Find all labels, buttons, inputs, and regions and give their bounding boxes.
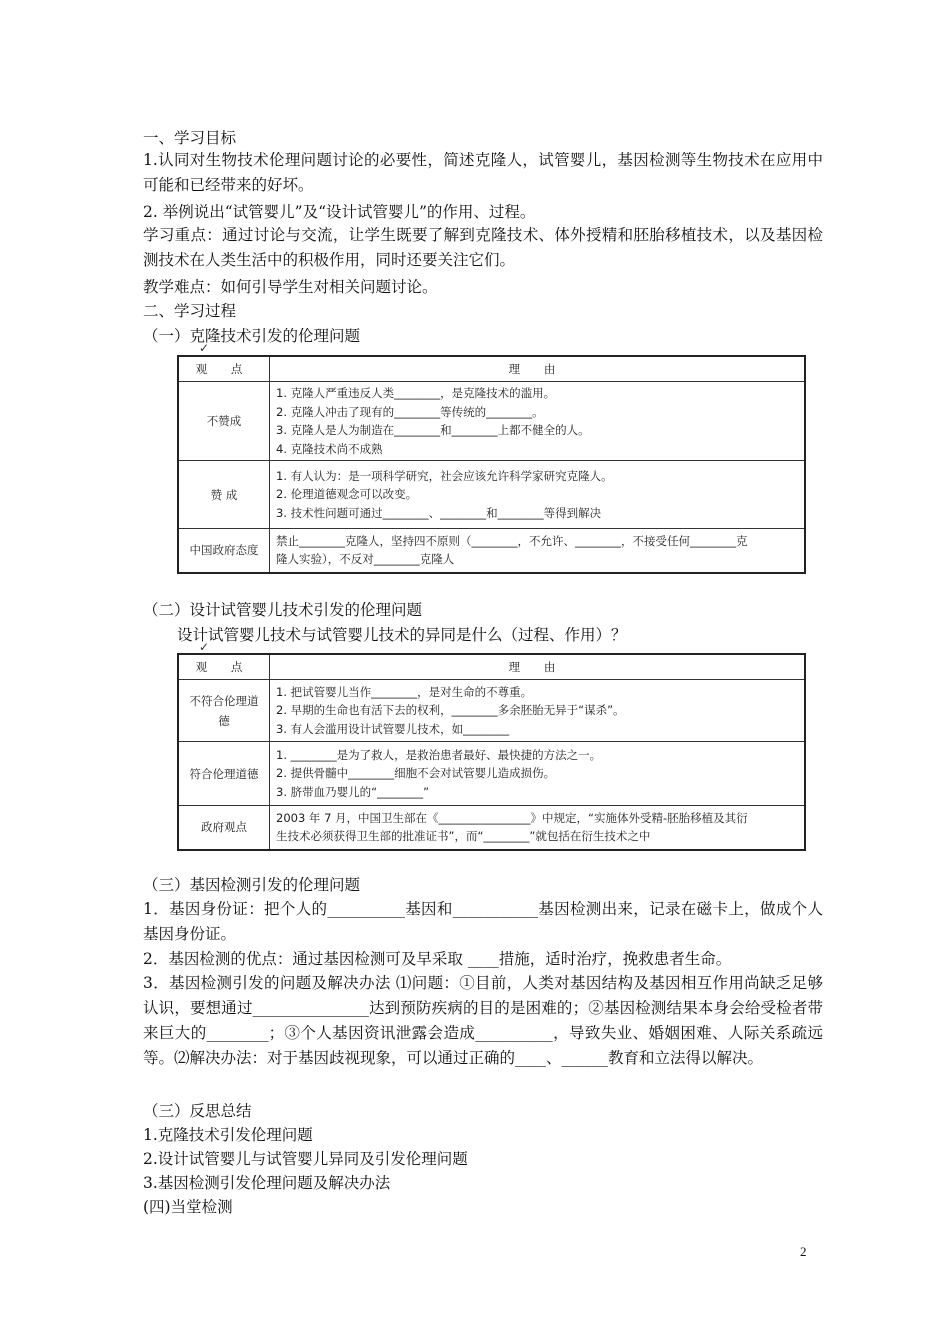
reason-line: 3. 有人会滥用设计试管婴儿技术，如________ [276, 721, 510, 736]
col-reason-header: 理 由 [270, 654, 806, 680]
reason-line: 1. ________是为了救人，是救治患者最好、最快捷的方法之一。 [276, 747, 602, 762]
key-point: 学习重点：通过讨论与交流，让学生既要了解到克隆技术、体外授精和胚胎移植技术，以及基因检测技术在人类生活中的积极作用，同时还要关注它们。 [143, 226, 823, 269]
reflection-item: 2.设计试管婴儿与试管婴儿异同及引发伦理问题 [143, 1150, 468, 1168]
reason-line: 1. 克隆人严重违反人类________，是克隆技术的滥用。 [276, 386, 556, 400]
col-reason-header: 理 由 [270, 356, 806, 382]
row-label: 政府观点 [178, 806, 270, 850]
reason-line: 2. 克隆人冲击了现有的________等传统的________。 [276, 404, 544, 419]
objective-item-2: 2. 举例说出“试管婴儿”及“设计试管婴儿”的作用、过程。 [143, 203, 536, 221]
reason-line: 隆人实验），不反对________克隆人 [276, 552, 455, 567]
reason-line: 2003 年 7 月，中国卫生部在《________________》中规定，“实施体外受精-胚胎移植及其衍 [276, 810, 748, 825]
quiz-title: (四)当堂检测 [143, 1198, 233, 1216]
col-view-header: 观 点 [178, 356, 270, 382]
row-label: 符合伦理道德 [178, 742, 270, 806]
row-reasons [270, 680, 806, 742]
reason-line: 3. 克隆人是人为制造在________和________上都不健全的人。 [276, 423, 590, 437]
reason-line: 3. 技术性问题可通过________、________和________等得到解决 [276, 505, 602, 520]
reason-line: 2. 早期的生命也有活下去的权利，________多余胚胎无异于“谋杀”。 [276, 703, 625, 718]
genetic-testing-issues: 3．基因检测引发的问题及解决办法 ⑴问题：①目前，人类对基因结构及基因相互作用尚缺乏足够认识，要想通过_______________达到预防疾病的目的是困难的；②基因检测结果本身会给受检者带来巨大的________；③个人基因资讯泄露会造成__________，导致失业、婚姻困难、人际关系疏远等。⑵解决办法：对于基因歧视现象，可以通过正确的____、______教育和立法得以解决。 [143, 974, 823, 1067]
check-mark-icon: ✓ [199, 640, 210, 654]
reason-line: 1. 把试管婴儿当作________，是对生命的不尊重。 [276, 684, 533, 699]
ivf-ethics-table [177, 653, 806, 851]
reason-line: 4. 克隆技术尚不成熟 [276, 441, 383, 456]
section2-title: （二）设计试管婴儿技术引发的伦理问题 [143, 601, 423, 619]
reflection-item: 1.克隆技术引发伦理问题 [143, 1126, 313, 1144]
row-label: 赞 成 [178, 461, 270, 529]
reason-line: 3. 脐带血乃婴儿的“________” [276, 784, 430, 799]
page-number: 2 [800, 1244, 807, 1259]
section1-title: （一）克隆技术引发的伦理问题 [143, 327, 361, 345]
genetic-id-item: 1．基因身份证：把个人的__________基因和___________基因检测出来，记录在磁卡上，做成个人基因身份证。 [143, 900, 823, 943]
teaching-difficulty: 教学难点：如何引导学生对相关问题讨论。 [143, 278, 438, 296]
check-mark-icon: ✓ [199, 341, 210, 355]
col-view-header: 观 点 [178, 654, 270, 680]
row-reasons [270, 461, 806, 529]
row-reasons [270, 806, 806, 850]
row-reasons [270, 382, 806, 461]
row-reasons [270, 529, 806, 573]
process-heading: 二、学习过程 [143, 302, 237, 320]
objective-item-1: 1.认同对生物技术伦理问题讨论的必要性，简述克隆人，试管婴儿，基因检测等生物技术在应用中可能和已经带来的好坏。 [143, 151, 823, 194]
row-label: 不赞成 [178, 382, 270, 461]
genetic-testing-advantage: 2．基因检测的优点：通过基因检测可及早采取 ____措施，适时治疗，挽救患者生命。 [143, 950, 732, 968]
reason-line: 2. 伦理道德观念可以改变。 [276, 487, 418, 502]
reason-line: 1. 有人认为：是一项科学研究，社会应该允许科学家研究克隆人。 [276, 468, 613, 483]
row-label: 中国政府态度 [178, 529, 270, 573]
section3-title: （三）基因检测引发的伦理问题 [143, 876, 361, 894]
reason-line: 生技术必须获得卫生部的批准证书”，而“________”就包括在衍生技术之中 [276, 829, 651, 844]
row-label: 不符合伦理道德 [178, 680, 270, 742]
reflection-title: （三）反思总结 [143, 1102, 252, 1120]
reflection-item: 3.基因检测引发伦理问题及解决办法 [143, 1174, 391, 1192]
row-reasons [270, 742, 806, 806]
cloning-ethics-table [177, 355, 806, 574]
objectives-heading: 一、学习目标 [143, 129, 237, 147]
reason-line: 禁止________克隆人，坚持四不原则（________，不允许、________，不接受任何________克 [276, 533, 748, 548]
reason-line: 2. 提供骨髓中________细胞不会对试管婴儿造成损伤。 [276, 766, 556, 781]
section2-question: 设计试管婴儿技术与试管婴儿技术的异同是什么（过程、作用）？ [177, 626, 627, 644]
